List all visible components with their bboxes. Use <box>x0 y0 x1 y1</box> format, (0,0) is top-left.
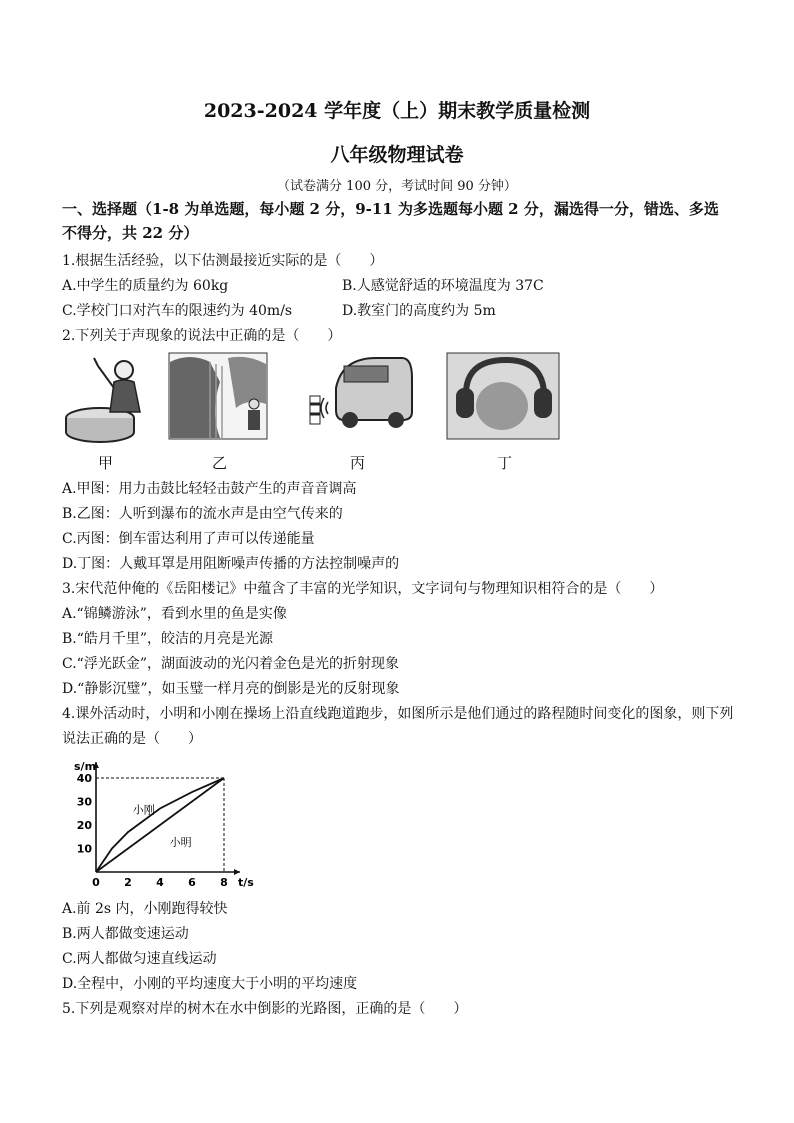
earmuff-figure <box>446 352 560 440</box>
chart-series <box>96 778 224 872</box>
q2-option-a: A.甲图：用力击鼓比轻轻击鼓产生的声音音调高 <box>62 481 357 497</box>
x-axis-arrow <box>234 869 240 875</box>
fig-label-bing: 丙 <box>350 454 366 472</box>
series-label-xiaogang: 小刚 <box>132 803 155 817</box>
q3-option-a: A.“锦鳞游泳”，看到水里的鱼是实像 <box>62 606 287 622</box>
q1-option-b: B.人感觉舒适的环境温度为 37C <box>342 278 544 294</box>
q2-option-d: D.丁图：人戴耳罩是用阻断噪声传播的方法控制噪声的 <box>62 556 400 572</box>
y-tick-label: 40 <box>76 772 92 785</box>
distance-time-chart <box>62 754 254 890</box>
series-label-xiaoming: 小明 <box>169 836 192 850</box>
q4-stem-line1: 4.课外活动时，小明和小刚在操场上沿直线跑道跑步，如图所示是他们通过的路程随时间变化的图象，则下列 <box>62 706 734 722</box>
y-tick-label: 30 <box>76 795 92 809</box>
y-tick-label: 20 <box>76 819 92 832</box>
q4-option-c: C.两人都做匀速直线运动 <box>62 951 217 967</box>
chart-labels <box>74 760 254 889</box>
q4-stem-line2: 说法正确的是（ ） <box>62 731 202 747</box>
x-tick-label: 6 <box>188 876 196 889</box>
q3-option-c: C.“浮光跃金”，湖面波动的光闪着金色是光的折射现象 <box>62 656 399 672</box>
q2-option-b: B.乙图：人听到瀑布的流水声是由空气传来的 <box>62 506 343 522</box>
section-heading-line1: 一、选择题（1-8 为单选题，每小题 2 分，9-11 为多选题每小题 2 分，漏选得一分，错选、多选 <box>62 200 719 218</box>
y-tick-label: 10 <box>76 842 92 856</box>
fig-label-yi: 乙 <box>212 454 228 472</box>
q1-stem: 1.根据生活经验，以下估测最接近实际的是（ ） <box>62 253 384 269</box>
q2-stem: 2.下列关于声现象的说法中正确的是（ ） <box>62 328 342 344</box>
x-tick-label: 0 <box>92 876 100 889</box>
q1-option-c: C.学校门口对汽车的限速约为 40m/s <box>62 303 293 319</box>
section-heading-line2: 不得分，共 22 分） <box>62 224 199 242</box>
drum-figure <box>62 352 150 448</box>
reverse-radar-figure <box>302 352 414 438</box>
q1-option-d: D.教室门的高度约为 5m <box>342 303 496 319</box>
exam-note: （试卷满分 100 分，考试时间 90 分钟） <box>277 179 517 194</box>
q4-option-d: D.全程中，小刚的平均速度大于小明的平均速度 <box>62 976 358 992</box>
q1-option-a: A.中学生的质量约为 60kg <box>62 278 229 294</box>
fig-label-ding: 丁 <box>497 454 513 472</box>
series-line-1 <box>96 778 224 872</box>
q3-stem: 3.宋代范仲俺的《岳阳楼记》中蕴含了丰富的光学知识，文字词句与物理知识相符合的是（ ） <box>62 581 664 597</box>
q5-stem: 5.下列是观察对岸的树木在水中倒影的光路图，正确的是（ ） <box>62 1001 468 1017</box>
q4-option-a: A.前 2s 内，小刚跑得较快 <box>62 901 228 917</box>
fig-label-jia: 甲 <box>98 454 114 472</box>
exam-title: 2023-2024 学年度（上）期末教学质量检测 <box>203 100 591 122</box>
x-tick-label: 8 <box>220 876 228 889</box>
y-axis-label: s/m <box>74 760 97 773</box>
x-tick-label: 4 <box>156 876 164 889</box>
x-axis-label: t/s <box>238 876 254 889</box>
q4-option-b: B.两人都做变速运动 <box>62 926 189 942</box>
q3-option-b: B.“皓月千里”，皎洁的月亮是光源 <box>62 631 274 647</box>
q3-option-d: D.“静影沉璧”，如玉璧一样月亮的倒影是光的反射现象 <box>62 681 400 697</box>
exam-subtitle: 八年级物理试卷 <box>330 144 464 166</box>
x-tick-label: 2 <box>124 876 132 889</box>
q2-option-c: C.丙图：倒车雷达利用了声可以传递能量 <box>62 531 315 547</box>
waterfall-figure <box>168 352 268 440</box>
